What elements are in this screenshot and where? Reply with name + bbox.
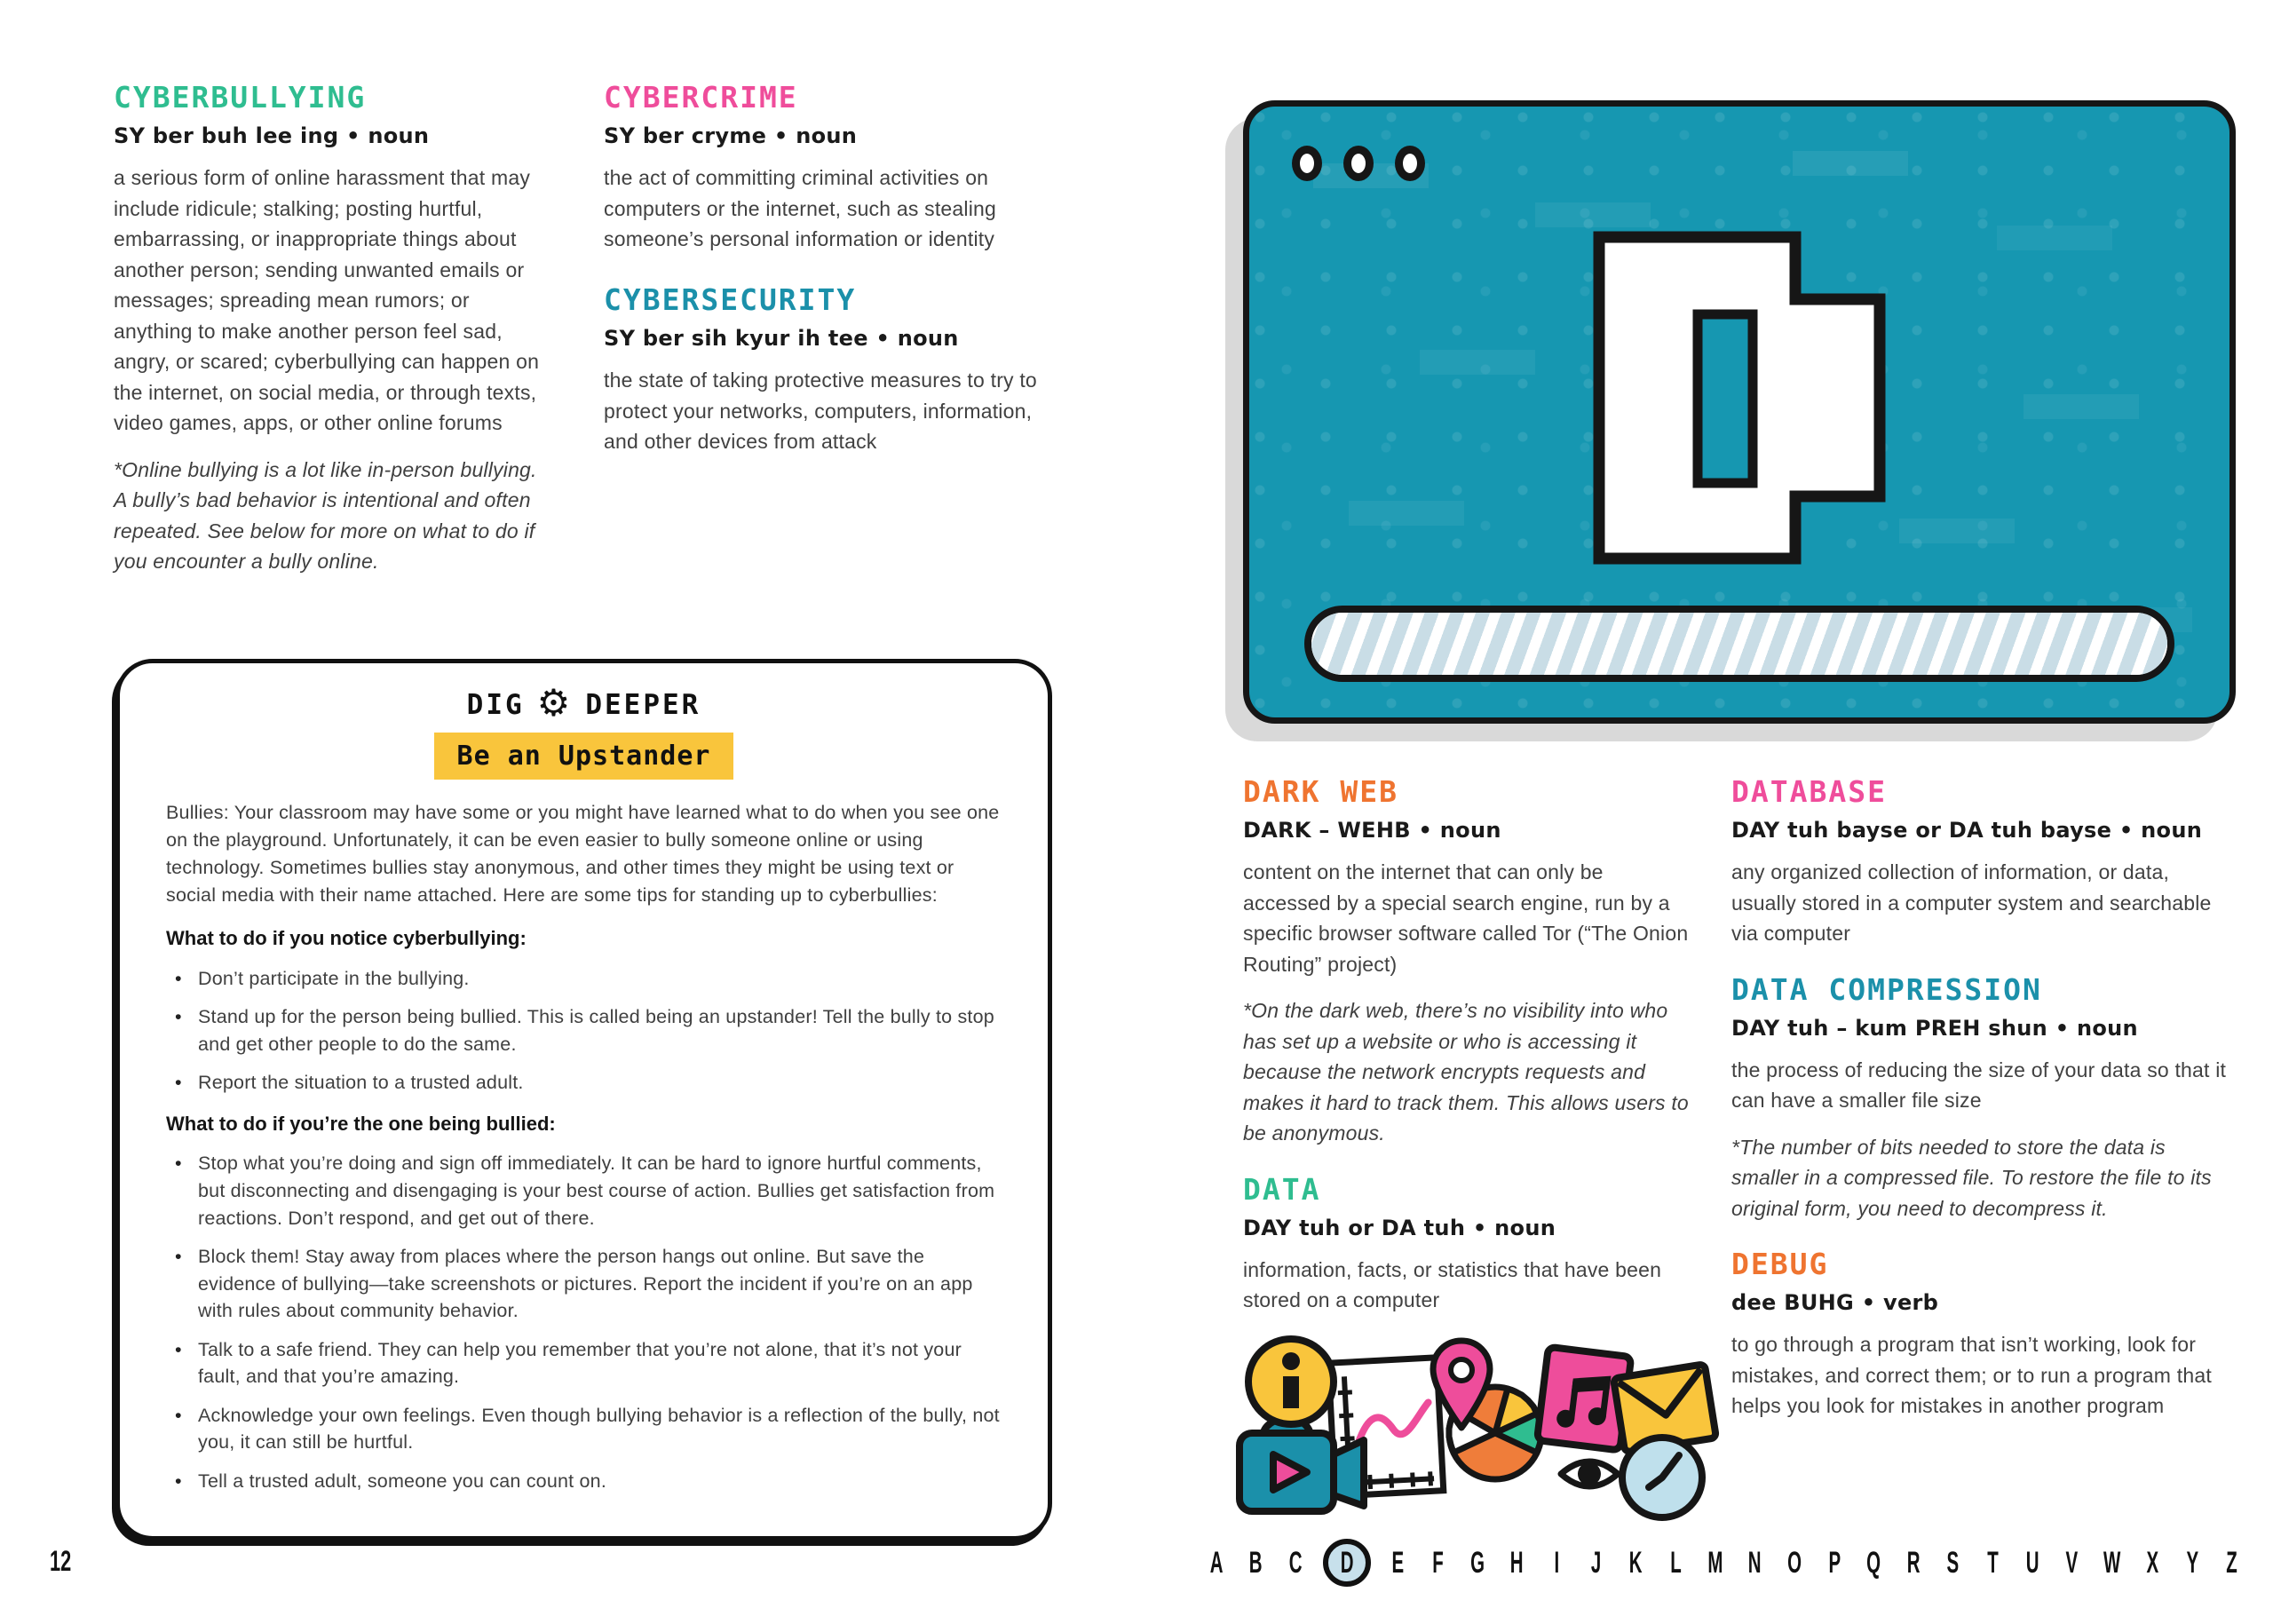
page-number: 12 [50, 1545, 72, 1577]
alphabet-letter-a: A [1209, 1545, 1224, 1580]
definition: the state of taking protective measures to try to protect your networks, computers, information, and other devices from attack [604, 368, 1037, 453]
entry-data [1243, 1172, 1694, 1316]
usage-note: *Online bullying is a lot like in-person bullying. A bully’s bad behavior is intentional and often repeated. See below for more on what to do if you encounter a bully online. [114, 457, 537, 573]
term-cybersecurity: CYBERSECURITY [604, 282, 857, 317]
alphabet-letter-x: X [2146, 1545, 2159, 1580]
alphabet-index-bar [1204, 1538, 2245, 1588]
loading-bar-stripes [1311, 613, 2167, 675]
alphabet-letter-g: G [1469, 1545, 1485, 1580]
letter-d-pixel-art [1593, 231, 1886, 565]
section-heading-bullied: What to do if you’re the one being bullied: [166, 1112, 556, 1135]
alphabet-letter-t: T [1987, 1545, 1999, 1580]
term-cybercrime: CYBERCRIME [604, 80, 798, 115]
eye-icon [1561, 1462, 1618, 1486]
list-item: • Tell a trusted adult, someone you can count on. [166, 1468, 1002, 1495]
pronunciation: SY ber cryme • noun [604, 123, 858, 148]
clock-icon [1622, 1438, 1702, 1517]
alphabet-letter-h: H [1510, 1545, 1524, 1580]
definition: a serious form of online harassment that may include ridicule; stalking; posting hurtful, embarrassing, or inappropriate things about another person; sending unwanted emails or messages; spreading mean rumors; or anything to make another person feel sad, angry, or scared; cyberbullying can happen on the internet, on social media, or through texts, video games, apps, or other online forums [114, 166, 540, 434]
alphabet-letter-d: D [1323, 1539, 1371, 1587]
list-item: • Report the situation to a trusted adult. [166, 1069, 1002, 1097]
pronunciation: DARK – WEHB • noun [1243, 818, 1501, 843]
alphabet-letter-u: U [2025, 1545, 2039, 1580]
info-icon [1248, 1339, 1334, 1424]
term-data: DATA [1243, 1171, 1321, 1207]
dig-deeper-box [115, 659, 1052, 1541]
window-buttons [1292, 146, 1425, 181]
window-dot-icon [1343, 146, 1374, 181]
alphabet-letter-n: N [1748, 1545, 1762, 1580]
alphabet-letter-y: Y [2186, 1545, 2198, 1580]
term-debug: DEBUG [1731, 1247, 1829, 1281]
list-item: • Don’t participate in the bullying. [166, 965, 1002, 993]
loading-bar [1304, 606, 2174, 682]
alphabet-letter-r: R [1906, 1545, 1921, 1580]
dig-deeper-subtitle: Be an Upstander [434, 733, 734, 780]
bullied-bullet-list [166, 1150, 1002, 1494]
entry-cybercrime [604, 80, 1058, 271]
dig-deeper-intro: Bullies: Your classroom may have some or you might have learned what to do when you see one on the playground. Unfortunately, it can be even easier to bully someone online or using technology. Sometimes bullies stay anonymous, and other times they might be using text or social media with their name attached. Here are some tips for standing up to cyberbullies: [166, 802, 1000, 906]
alphabet-letter-w: W [2103, 1545, 2121, 1580]
window-dot-icon [1292, 146, 1322, 181]
alphabet-letter-k: K [1629, 1545, 1643, 1580]
term-database: DATABASE [1731, 774, 1887, 809]
pronunciation: dee BUHG • verb [1731, 1290, 1939, 1315]
pronunciation: DAY tuh or DA tuh • noun [1243, 1215, 1556, 1240]
right-page-column-1 [1243, 774, 1694, 1339]
definition: the process of reducing the size of your data so that it can have a smaller file size [1731, 1058, 2227, 1112]
window-dot-icon [1395, 146, 1425, 181]
entry-debug [1731, 1247, 2233, 1422]
pronunciation: DAY tuh – kum PREH shun • noun [1731, 1015, 2138, 1041]
alphabet-letter-o: O [1787, 1545, 1802, 1580]
alphabet-letter-p: P [1828, 1545, 1841, 1580]
right-page-column-2 [1731, 774, 2233, 1445]
notice-bullet-list [166, 965, 1002, 1097]
definition: to go through a program that isn’t working, look for mistakes, and correct them; or to run a program that helps you look for mistakes in another program [1731, 1333, 2212, 1417]
list-item: • Stand up for the person being bullied. This is called being an upstander! Tell the bully to stop and get other people to do the same. [166, 1003, 1002, 1058]
alphabet-letter-j: J [1591, 1545, 1602, 1580]
pronunciation: DAY tuh bayse or DA tuh bayse • noun [1731, 818, 2203, 843]
list-item: • Acknowledge your own feelings. Even though bullying behavior is a reflection of the bully, not you, it can still be hurtful. [166, 1402, 1002, 1456]
list-item: • Block them! Stay away from places where the person hangs out online. But save the evidence of bullying—take screenshots or pictures. Report the incident if you’re on an app with rules about community behavior. [166, 1243, 1002, 1325]
alphabet-letter-b: B [1249, 1545, 1263, 1580]
dig-deeper-title-left: DIG [466, 689, 525, 721]
pronunciation: SY ber sih kyur ih tee • noun [604, 326, 959, 351]
alphabet-letter-f: F [1432, 1545, 1444, 1580]
term-dark-web: DARK WEB [1243, 774, 1398, 809]
pronunciation: SY ber buh lee ing • noun [114, 123, 430, 148]
alphabet-letter-q: Q [1866, 1545, 1881, 1580]
browser-window-illustration [1243, 100, 2236, 724]
usage-note: *The number of bits needed to store the data is smaller in a compressed file. To restore the file to its original form, you need to decompress it. [1731, 1135, 2212, 1220]
term-cyberbullying: CYBERBULLYING [114, 80, 367, 115]
section-heading-notice: What to do if you notice cyberbullying: [166, 926, 527, 949]
alphabet-letter-z: Z [2226, 1545, 2237, 1580]
alphabet-letter-s: S [1946, 1545, 1960, 1580]
entry-data-compression [1731, 972, 2233, 1224]
term-data-compression: DATA COMPRESSION [1731, 971, 2042, 1007]
alphabet-letter-m: M [1707, 1545, 1723, 1580]
definition: the act of committing criminal activities on computers or the internet, such as stealing someone’s personal information or identity [604, 166, 996, 250]
entry-cybersecurity [604, 282, 1058, 473]
dig-deeper-title-right: DEEPER [585, 689, 701, 721]
alphabet-letter-i: I [1554, 1545, 1560, 1580]
usage-note: *On the dark web, there’s no visibility into who has set up a website or who is accessing it because the network encrypts requests and makes it hard to track them. This allows users to be anonymous. [1243, 999, 1689, 1145]
dig-deeper-title [166, 681, 1002, 725]
definition: information, facts, or statistics that have been stored on a computer [1243, 1257, 1662, 1311]
entry-cyberbullying [114, 80, 550, 593]
definition: content on the internet that can only be accessed by a special search engine, run by a specific browser software called Tor (“The Onion Routing” project) [1243, 860, 1689, 976]
list-item: • Stop what you’re doing and sign off immediately. It can be hard to ignore hurtful comments, but disconnecting and disengaging is your best course of action. Bullies get satisfaction from reactions. Don’t respond, and get out of there. [166, 1150, 1002, 1232]
entry-database [1731, 774, 2233, 949]
data-icons-illustration [1232, 1321, 1737, 1531]
entry-dark-web [1243, 774, 1694, 1149]
alphabet-letter-c: C [1288, 1545, 1303, 1580]
alphabet-letter-v: V [2065, 1545, 2079, 1580]
list-item: • Talk to a safe friend. They can help you remember that you’re not alone, that it’s not your fault, and that you’re amazing. [166, 1336, 1002, 1390]
alphabet-letter-e: E [1391, 1545, 1405, 1580]
alphabet-letter-l: L [1669, 1545, 1682, 1580]
definition: any organized collection of information, or data, usually stored in a computer system and searchable via computer [1731, 860, 2212, 945]
gear-icon: ⚙ [536, 681, 574, 725]
